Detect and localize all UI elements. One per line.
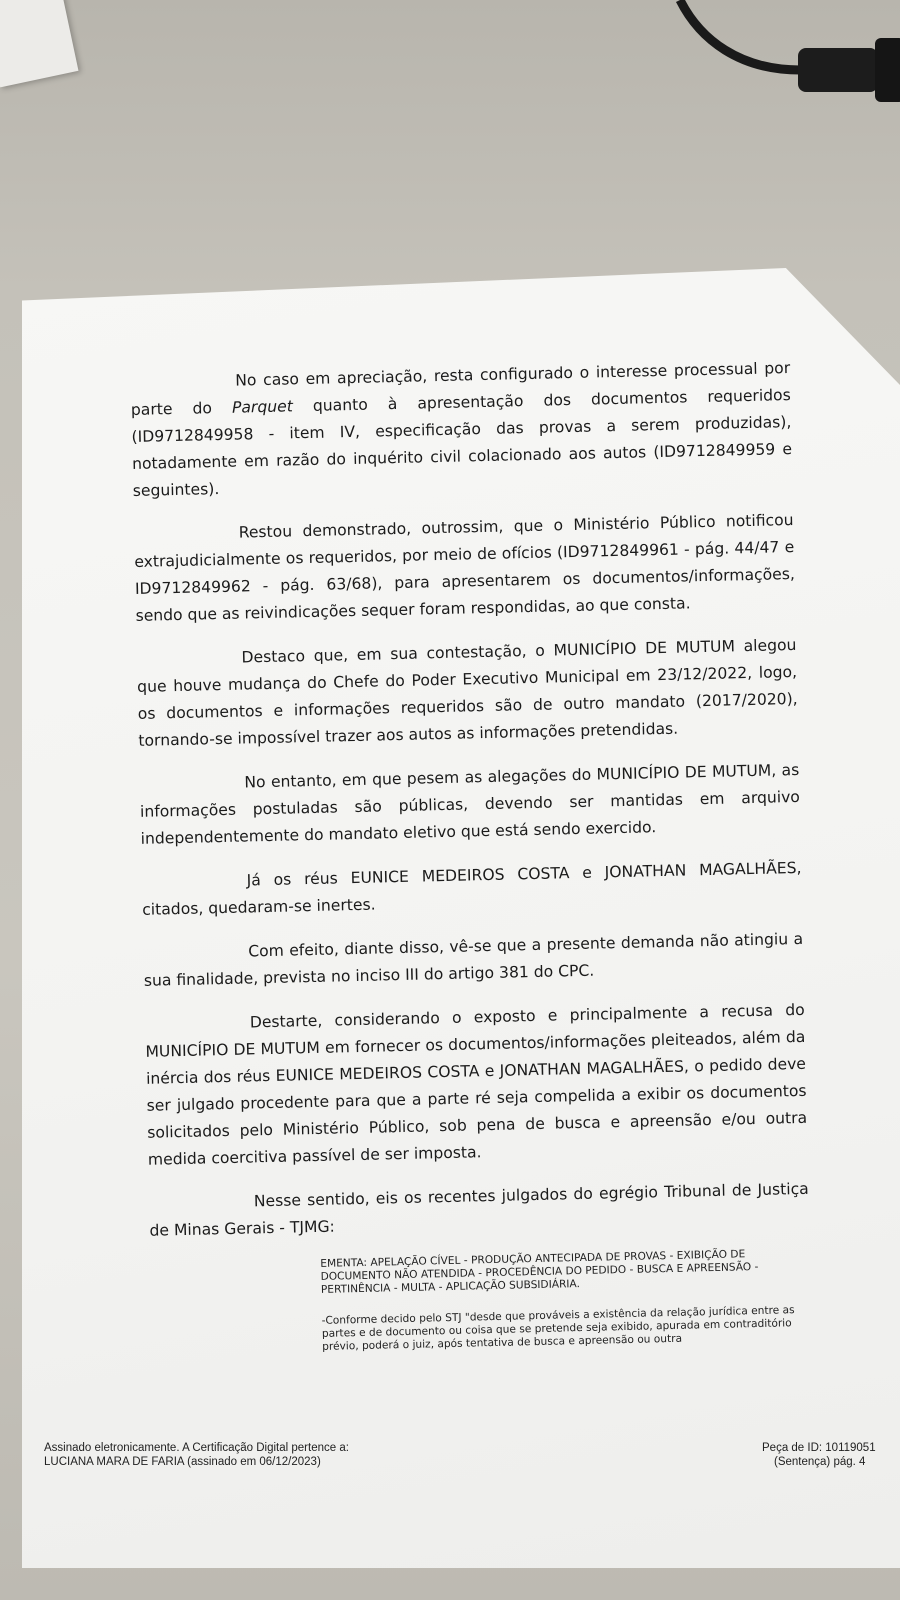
- document-body: [130, 355, 813, 1376]
- paragraph-8: Nesse sentido, eis os recentes julgados do egrégio Tribunal de Justiça de Minas Gerais - TJMG:: [149, 1179, 809, 1240]
- page-number: (Sentença) pág. 4: [774, 1456, 866, 1468]
- signature-footer: [44, 1441, 349, 1469]
- paragraph-1: No caso em apreciação, resta configurado o interesse processual por parte do Parquet quanto à apresentação dos documentos requeridos (ID9712849958 - item IV, especificação das provas a serem produzidas), notadamente em razão do inquérito civil colacionado aos autos (ID9712849959 e seguintes).: [130, 359, 793, 500]
- ementa-body: -Conforme decido pelo STJ "desde que prováveis a existência da relação jurídica entre as partes e de documento ou coisa que se pretende seja exibido, apurada em contraditório prévio, poderá o juiz, após tentativa de busca e apreensão ou outra: [321, 1304, 795, 1353]
- paragraph-3: Destaco que, em sua contestação, o MUNICÍPIO DE MUTUM alegou que houve mudança do Chefe do Poder Executivo Municipal em 23/12/2022, logo, os documentos e informações requeridos são de outro mandato (2017/2020), tornando-se impossível trazer aos autos as informações pretendidas.: [136, 635, 798, 750]
- signature-line-2: LUCIANA MARA DE FARIA (assinado em 06/12/2023): [44, 1456, 321, 1468]
- signature-line-1: Assinado eletronicamente. A Certificação Digital pertence a:: [44, 1442, 349, 1454]
- paragraph-7: Destarte, considerando o exposto e principalmente a recusa do MUNICÍPIO DE MUTUM em fornecer os documentos/informações pleiteados, além da inércia dos réus EUNICE MEDEIROS COSTA e JONATHAN MAGALHÃES, o pedido deve ser julgado procedente para que a parte ré seja compelida a exibir os documentos solicitados pelo Ministério Público, sob pena de busca e apreensão e/ou outra medida coercitiva passível de ser imposta.: [145, 1000, 808, 1169]
- paragraph-5: Já os réus EUNICE MEDEIROS COSTA e JONATHAN MAGALHÃES, citados, quedaram-se inertes.: [142, 858, 802, 919]
- paragraph-4: No entanto, em que pesem as alegações do MUNICÍPIO DE MUTUM, as informações postuladas são públicas, devendo ser mantidas em arquivo independentemente do mandato eletivo que está sendo exercido.: [139, 760, 801, 848]
- paper-scrap: [0, 0, 78, 87]
- paragraph-6: Com efeito, diante disso, vê-se que a presente demanda não atingiu a sua finalidade, prevista no inciso III do artigo 381 do CPC.: [143, 929, 804, 990]
- page-id-footer: [762, 1441, 876, 1469]
- ementa-block: [320, 1247, 812, 1354]
- paragraph-2: Restou demonstrado, outrossim, que o Ministério Público notificou extrajudicialmente os requeridos, por meio de ofícios (ID9712849961 - pág. 44/47 e ID9712849962 - pág. 63/68), para apresentarem os documentos/informações, sendo que as reivindicações sequer foram respondidas, ao que consta.: [134, 510, 796, 625]
- ementa-heading: EMENTA: APELAÇÃO CÍVEL - PRODUÇÃO ANTECIPADA DE PROVAS - EXIBIÇÃO DE DOCUMENTO NÃO ATENDIDA - PROCEDÊNCIA DO PEDIDO - BUSCA E APREENSÃO - PERTINÊNCIA - MULTA - APLICAÇÃO SUBSIDIÁRIA.: [320, 1248, 759, 1296]
- piece-id: Peça de ID: 10119051: [762, 1442, 876, 1454]
- cable-plug-icon: [670, 0, 900, 140]
